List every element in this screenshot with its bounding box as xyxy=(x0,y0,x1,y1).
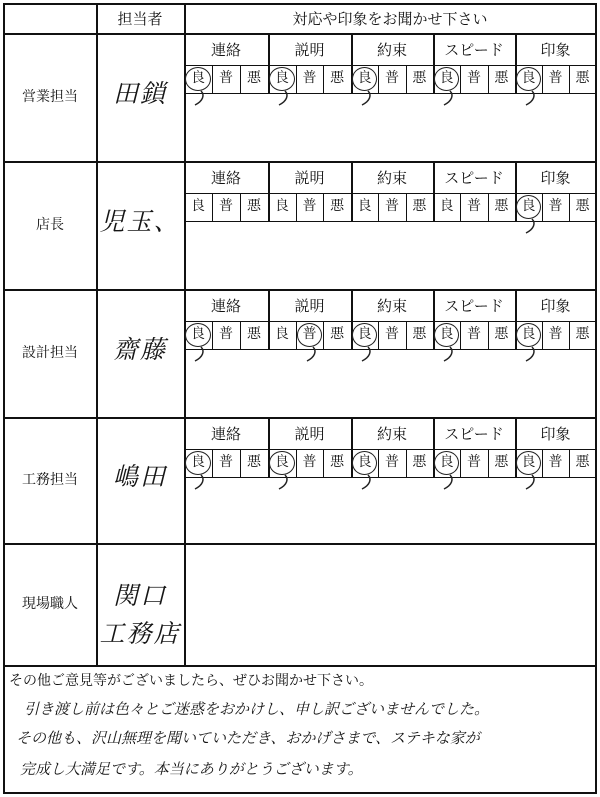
category-label: 説明 xyxy=(294,425,325,443)
rating-option: 悪 xyxy=(330,454,345,470)
rating-option-selected: 良 xyxy=(521,326,536,342)
rating-option: 良 xyxy=(439,198,454,214)
rating-option: 悪 xyxy=(494,198,509,214)
category-label: 説明 xyxy=(294,41,325,59)
comments-label: その他ご意見等がございましたら、ぜひお聞かせ下さい。 xyxy=(9,673,373,689)
section-divider xyxy=(3,543,597,545)
rating-option: 良 xyxy=(274,198,289,214)
header-feedback: 対応や印象をお聞かせ下さい xyxy=(292,10,488,28)
header-divider xyxy=(3,33,597,35)
rating-option: 悪 xyxy=(575,70,590,86)
category-label: 説明 xyxy=(294,169,325,187)
rating-option-selected: 良 xyxy=(191,70,205,86)
rating-option: 悪 xyxy=(247,454,261,470)
rating-option-selected: 良 xyxy=(521,70,536,86)
section-role-label: 設計担当 xyxy=(22,345,78,361)
rating-option: 悪 xyxy=(575,198,590,214)
staff-name: 児玉、 xyxy=(99,207,181,236)
section-divider xyxy=(3,417,597,419)
category-label: 約束 xyxy=(376,169,407,187)
section-divider xyxy=(3,161,597,163)
rating-option: 普 xyxy=(548,70,563,86)
rating-option-selected: 良 xyxy=(191,326,205,342)
comment-line-3: 完成し大満足です。本当にありがとうございます。 xyxy=(20,760,363,778)
rating-option: 普 xyxy=(219,198,233,214)
rating-option-selected: 良 xyxy=(439,326,454,342)
staff-name: 齋藤 xyxy=(112,335,167,364)
rating-option: 普 xyxy=(384,70,399,86)
rating-option-selected: 良 xyxy=(439,70,454,86)
category-label: スピード xyxy=(444,41,504,59)
rating-option: 悪 xyxy=(575,326,590,342)
category-label: 約束 xyxy=(376,297,407,315)
rating-option: 悪 xyxy=(247,198,261,214)
rating-option: 悪 xyxy=(330,326,345,342)
category-label: 説明 xyxy=(294,297,325,315)
category-label: 印象 xyxy=(540,169,571,187)
category-label: 約束 xyxy=(376,425,407,443)
rating-option: 普 xyxy=(466,70,481,86)
category-label: 印象 xyxy=(540,425,571,443)
rating-option: 悪 xyxy=(575,454,590,470)
category-label: 印象 xyxy=(540,41,571,59)
rating-option-selected: 良 xyxy=(357,454,372,470)
rating-option-selected: 良 xyxy=(191,454,205,470)
rating-option: 悪 xyxy=(412,198,427,214)
rating-option: 普 xyxy=(384,198,399,214)
rating-option: 普 xyxy=(466,198,481,214)
rating-option: 悪 xyxy=(494,326,509,342)
rating-option: 悪 xyxy=(330,198,345,214)
rating-option: 普 xyxy=(548,326,563,342)
section-role-label: 現場職人 xyxy=(22,596,78,612)
rating-option: 普 xyxy=(302,70,317,86)
category-label: スピード xyxy=(444,425,504,443)
category-label: 連絡 xyxy=(210,169,241,187)
rating-option: 普 xyxy=(302,198,317,214)
rating-option: 悪 xyxy=(412,70,427,86)
rating-option-selected: 良 xyxy=(521,454,536,470)
rating-option: 普 xyxy=(466,454,481,470)
rating-option-selected: 良 xyxy=(439,454,454,470)
rating-option-selected: 良 xyxy=(357,70,372,86)
rating-option: 普 xyxy=(548,454,563,470)
rating-option: 悪 xyxy=(330,70,345,86)
rating-option: 悪 xyxy=(412,326,427,342)
comments-divider xyxy=(3,665,597,667)
rating-option-selected: 良 xyxy=(521,198,536,214)
category-label: 連絡 xyxy=(210,297,241,315)
staff-name: 嶋田 xyxy=(112,462,167,491)
staff-name: 関口 xyxy=(112,581,167,610)
rating-option: 普 xyxy=(219,326,233,342)
rating-option: 普 xyxy=(302,454,317,470)
category-label: スピード xyxy=(444,297,504,315)
rating-option: 良 xyxy=(191,198,205,214)
staff-name: 工務店 xyxy=(99,619,181,648)
rating-option: 悪 xyxy=(494,70,509,86)
rating-option-selected: 良 xyxy=(274,70,289,86)
rating-option: 悪 xyxy=(412,454,427,470)
category-label: 約束 xyxy=(376,41,407,59)
rating-option-selected: 良 xyxy=(357,326,372,342)
rating-option: 悪 xyxy=(247,326,261,342)
rating-option: 普 xyxy=(466,326,481,342)
rating-option: 普 xyxy=(219,70,233,86)
rating-option: 悪 xyxy=(494,454,509,470)
rating-option: 普 xyxy=(548,198,563,214)
staff-name: 田鎖 xyxy=(112,79,167,108)
rating-option: 悪 xyxy=(247,70,261,86)
category-label: スピード xyxy=(444,169,504,187)
comment-line-1: 引き渡し前は色々とご迷惑をおかけし、申し訳ございませんでした。 xyxy=(24,700,490,718)
rating-option: 普 xyxy=(384,326,399,342)
rating-option: 普 xyxy=(384,454,399,470)
category-label: 連絡 xyxy=(210,41,241,59)
category-label: 連絡 xyxy=(210,425,241,443)
rating-option: 良 xyxy=(274,326,289,342)
section-role-label: 営業担当 xyxy=(22,89,78,105)
rating-option: 良 xyxy=(357,198,372,214)
header-person: 担当者 xyxy=(117,10,163,28)
rating-option-selected: 普 xyxy=(302,326,317,342)
comment-line-2: その他も、沢山無理を聞いていただき、おかげさまで、ステキな家が xyxy=(16,729,480,747)
section-role-label: 工務担当 xyxy=(22,472,78,488)
category-label: 印象 xyxy=(540,297,571,315)
rating-option: 普 xyxy=(219,454,233,470)
section-divider xyxy=(3,289,597,291)
rating-option-selected: 良 xyxy=(274,454,289,470)
section-role-label: 店長 xyxy=(36,217,64,233)
